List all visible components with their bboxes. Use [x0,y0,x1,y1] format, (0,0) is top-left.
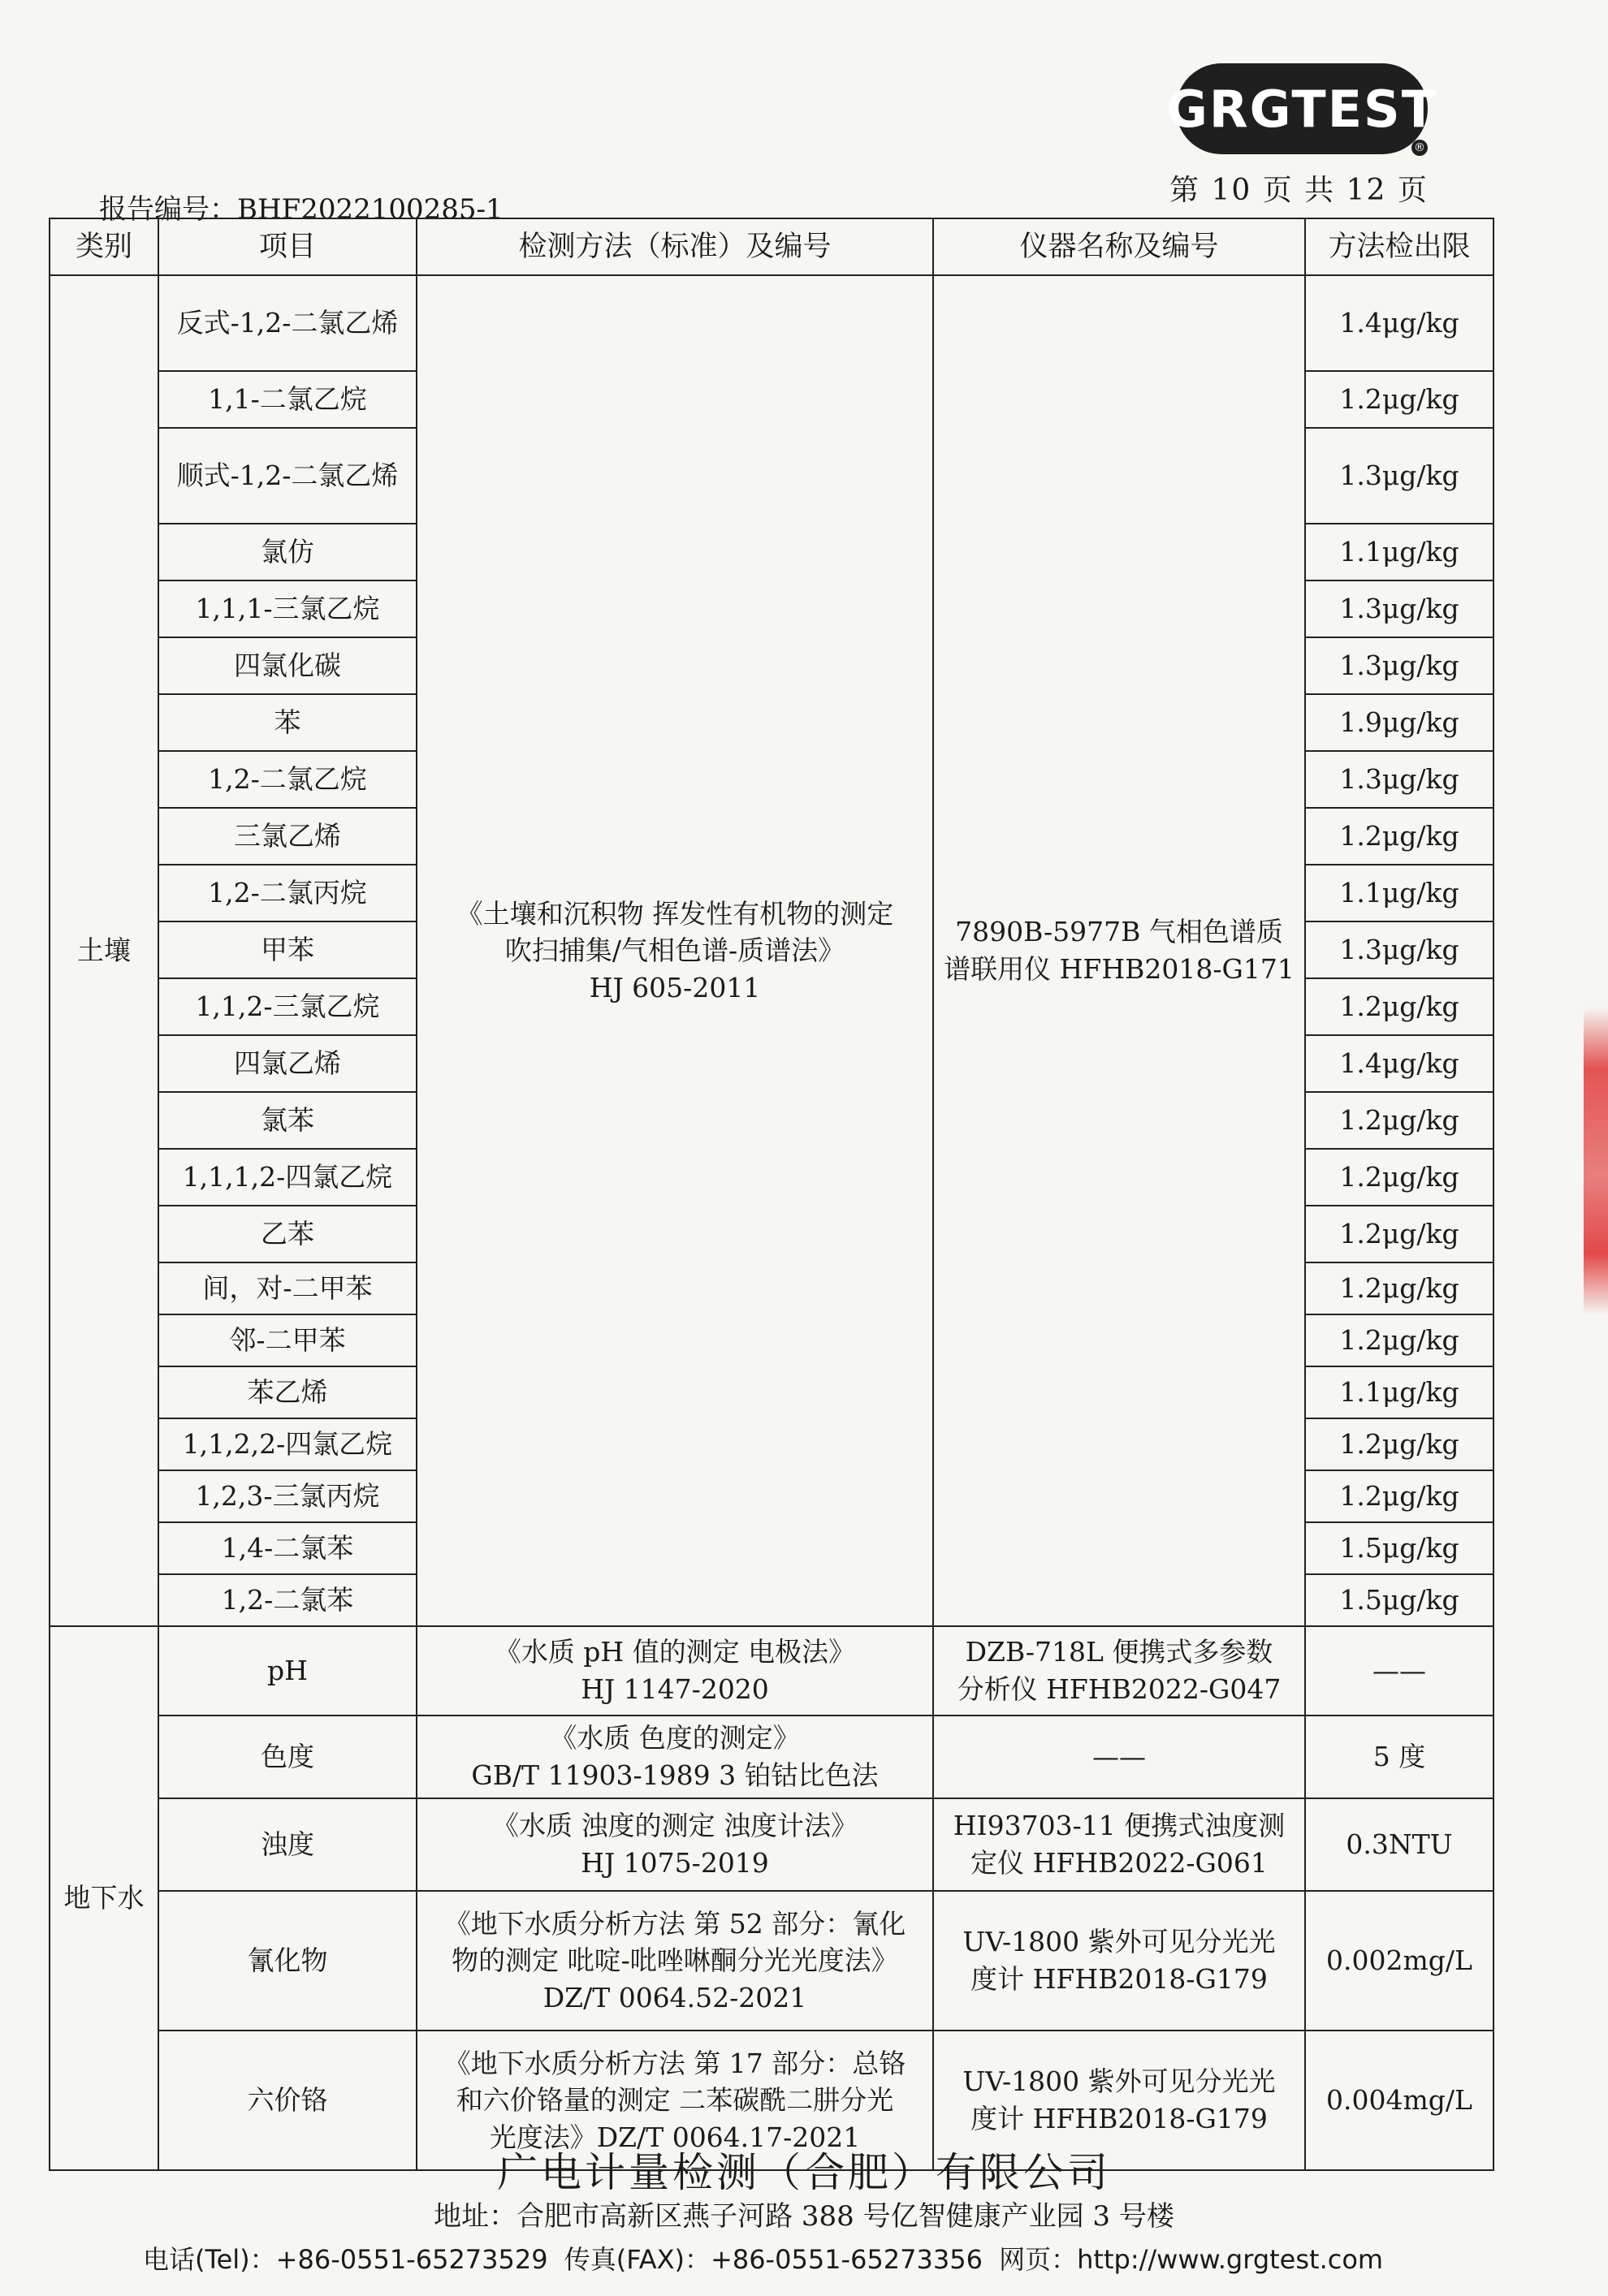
item-cell: pH [158,1626,417,1716]
limit-cell: 1.2μg/kg [1305,1418,1493,1470]
instrument-line: 度计 HFHB2018-G179 [970,1963,1268,1995]
limit-cell: 1.4μg/kg [1305,1035,1493,1092]
instrument-line: HI93703-11 便携式浊度测 [953,1810,1286,1842]
method-line: HJ 605-2011 [589,971,761,1003]
grgtest-logo [1165,63,1438,154]
item-cell: 1,1-二氯乙烷 [158,371,417,428]
instrument-line: 7890B-5977B 气相色谱质 [955,916,1283,948]
item-cell: 氯苯 [158,1092,417,1149]
method-line: HJ 1075-2019 [581,1847,769,1879]
limit-cell: 1.1μg/kg [1305,524,1493,580]
method-cell [417,1891,933,2031]
limit-cell: 1.3μg/kg [1305,580,1493,637]
col-header-item: 项目 [158,218,417,275]
item-cell: 六价铬 [158,2031,417,2170]
limit-cell: 5 度 [1305,1716,1493,1798]
item-cell: 1,4-二氯苯 [158,1522,417,1574]
limit-cell: 1.2μg/kg [1305,371,1493,428]
table-header-row [50,218,1493,275]
limit-cell: 1.4μg/kg [1305,275,1493,371]
item-cell: 四氯乙烯 [158,1035,417,1092]
limit-cell: 1.1μg/kg [1305,865,1493,921]
page-indicator: 第 10 页 共 12 页 [1169,174,1429,207]
instrument-line: UV-1800 紫外可见分光光 [962,1926,1276,1958]
item-cell: 间，对-二甲苯 [158,1262,417,1314]
instrument-line: 定仪 HFHB2022-G061 [970,1847,1268,1879]
table-row [50,1716,1493,1798]
instrument-line: 分析仪 HFHB2022-G047 [957,1673,1282,1705]
limit-cell: 1.2μg/kg [1305,1206,1493,1262]
soil-method-cell [417,275,933,1626]
limit-cell: 1.2μg/kg [1305,1314,1493,1366]
method-line: 《水质 色度的测定》 [550,1722,800,1754]
item-cell: 1,2,3-三氯丙烷 [158,1470,417,1522]
method-line: 物的测定 吡啶-吡唑啉酮分光光度法》 [452,1944,898,1977]
limit-cell: 0.002mg/L [1305,1891,1493,2031]
method-line: DZ/T 0064.52-2021 [542,1981,807,2013]
groundwater-section [50,1626,1493,2170]
item-cell: 1,1,1,2-四氯乙烷 [158,1149,417,1206]
col-header-limit: 方法检出限 [1305,218,1493,275]
method-cell [417,1716,933,1798]
limit-cell: 1.5μg/kg [1305,1522,1493,1574]
table-row [50,1798,1493,1891]
item-cell: 浊度 [158,1798,417,1891]
method-cell [417,1798,933,1891]
method-line: 光度法》DZ/T 0064.17-2021 [489,2121,861,2153]
item-cell: 1,1,2,2-四氯乙烷 [158,1418,417,1470]
company-name: 广电计量检测（合肥）有限公司 [497,2149,1111,2196]
table-row [50,275,1493,371]
item-cell: 四氯化碳 [158,637,417,694]
item-cell: 1,1,1-三氯乙烷 [158,580,417,637]
item-cell: 1,2-二氯苯 [158,1574,417,1626]
company-contact: 电话(Tel)：+86-0551-65273529 传真(FAX)：+86-0551-65273356 网页：http://www.grgtest.com [143,2244,1384,2275]
item-cell: 顺式-1,2-二氯乙烯 [158,428,417,524]
limit-cell: 1.3μg/kg [1305,428,1493,524]
report-number: 报告编号：BHF2022100285-1 [99,193,504,226]
method-line: 《土壤和沉积物 挥发性有机物的测定 [456,897,894,930]
limit-cell: 1.2μg/kg [1305,1470,1493,1522]
method-line: 吹扫捕集/气相色谱-质谱法》 [504,934,845,967]
limit-cell: 1.3μg/kg [1305,637,1493,694]
logo-text: GRGTEST [1165,79,1438,139]
limit-cell: 1.3μg/kg [1305,921,1493,978]
instrument-line: —— [1092,1741,1146,1773]
soil-category-cell: 土壤 [50,275,158,1626]
limit-cell: 1.2μg/kg [1305,1149,1493,1206]
col-header-category: 类别 [50,218,158,275]
instrument-cell [933,1626,1305,1716]
item-cell: 苯 [158,694,417,751]
item-cell: 邻-二甲苯 [158,1314,417,1366]
company-address: 地址：合肥市高新区燕子河路 388 号亿智健康产业园 3 号楼 [434,2200,1174,2233]
item-cell: 1,2-二氯丙烷 [158,865,417,921]
limit-cell: 1.2μg/kg [1305,1092,1493,1149]
item-cell: 1,1,2-三氯乙烷 [158,978,417,1035]
item-cell: 三氯乙烯 [158,808,417,865]
limit-cell: 1.2μg/kg [1305,1262,1493,1314]
limit-cell: 0.004mg/L [1305,2031,1493,2170]
soil-instrument-cell [933,275,1305,1626]
method-cell [417,1626,933,1716]
limit-cell: 1.9μg/kg [1305,694,1493,751]
groundwater-category-cell: 地下水 [50,1626,158,2170]
limit-cell: 1.1μg/kg [1305,1366,1493,1418]
limit-cell: —— [1305,1626,1493,1716]
col-header-instrument: 仪器名称及编号 [933,218,1305,275]
item-cell: 1,2-二氯乙烷 [158,751,417,808]
limit-cell: 1.2μg/kg [1305,978,1493,1035]
limit-cell: 1.5μg/kg [1305,1574,1493,1626]
detection-table [49,218,1494,2171]
method-line: 《地下水质分析方法 第 52 部分：氰化 [443,1907,906,1940]
registered-mark: ® [1411,140,1428,156]
method-line: GB/T 11903-1989 3 铂钴比色法 [471,1759,879,1791]
instrument-cell [933,1891,1305,2031]
limit-cell: 0.3NTU [1305,1798,1493,1891]
item-cell: 氰化物 [158,1891,417,2031]
instrument-cell [933,1798,1305,1891]
instrument-cell [933,1716,1305,1798]
red-seal-stamp [1584,1007,1608,1315]
table-row [50,1626,1493,1716]
instrument-line: 谱联用仪 HFHB2018-G171 [944,953,1295,985]
method-line: 和六价铬量的测定 二苯碳酰二肼分光 [456,2084,894,2117]
limit-cell: 1.2μg/kg [1305,808,1493,865]
soil-section [50,275,1493,1626]
instrument-line: UV-1800 紫外可见分光光 [962,2065,1276,2098]
item-cell: 乙苯 [158,1206,417,1262]
item-cell: 色度 [158,1716,417,1798]
item-cell: 氯仿 [158,524,417,580]
col-header-method: 检测方法（标准）及编号 [417,218,933,275]
instrument-line: 度计 HFHB2018-G179 [970,2103,1268,2134]
item-cell: 反式-1,2-二氯乙烯 [158,275,417,371]
item-cell: 甲苯 [158,921,417,978]
method-line: 《水质 浊度的测定 浊度计法》 [492,1810,858,1842]
item-cell: 苯乙烯 [158,1366,417,1418]
method-line: HJ 1147-2020 [581,1673,769,1705]
limit-cell: 1.3μg/kg [1305,751,1493,808]
method-line: 《地下水质分析方法 第 17 部分：总铬 [443,2047,906,2079]
method-line: 《水质 pH 值的测定 电极法》 [494,1636,856,1668]
instrument-line: DZB-718L 便携式多参数 [965,1636,1273,1668]
table-row [50,1891,1493,2031]
